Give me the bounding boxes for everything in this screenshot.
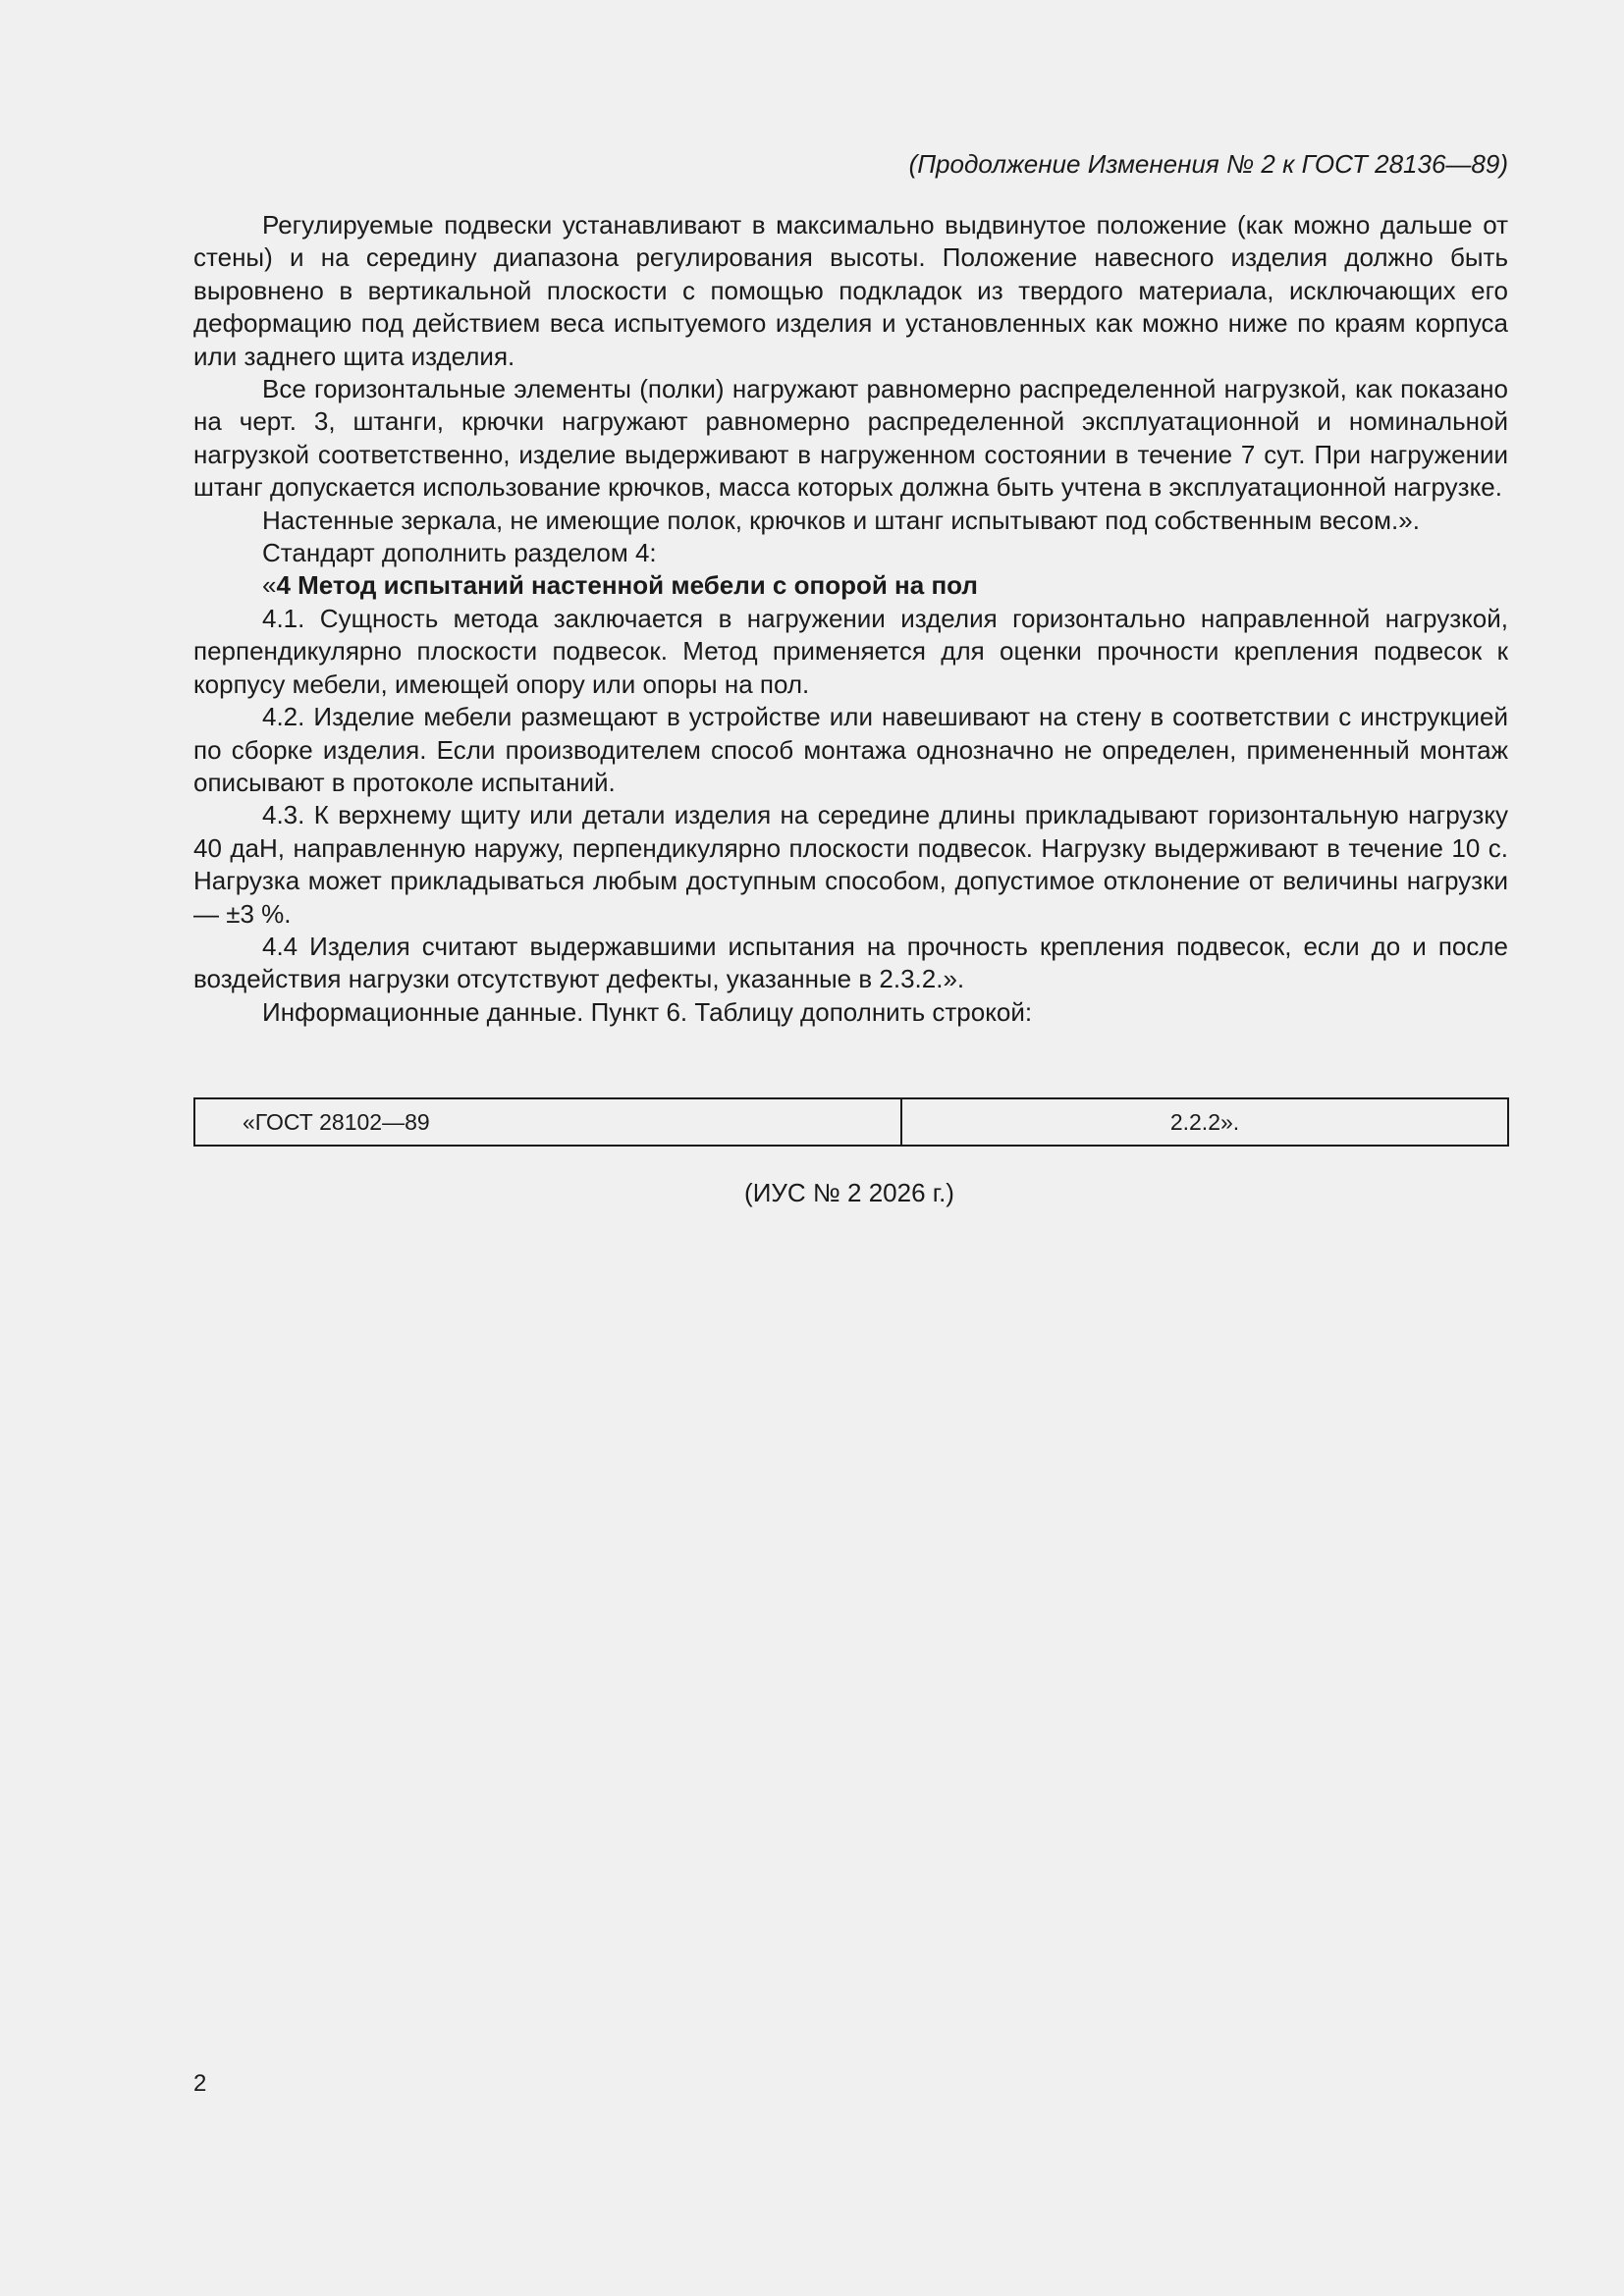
table-cell-standard: «ГОСТ 28102—89 bbox=[194, 1098, 901, 1146]
paragraph-add-section: Стандарт дополнить разделом 4: bbox=[262, 538, 657, 568]
paragraph-horizontal-elements: Все горизонтальные элементы (полки) нагружают равномерно распределенной нагрузкой, как показано на черт. 3, штанги, крючки нагружают равномерно распределенной эксплуатационной и номинальной нагрузкой соответственно, изделие выдерживают в нагруженном состоянии в течение 7 сут. При нагружении штанг допускается использование крючков, масса которых должна быть учтена в эксплуатационной нагрузке. bbox=[193, 374, 1508, 503]
info-line: Информационные данные. Пункт 6. Таблицу дополнить строкой: bbox=[262, 996, 1033, 1027]
page-number: 2 bbox=[193, 2070, 207, 2097]
ius-note: (ИУС № 2 2026 г.) bbox=[744, 1178, 954, 1207]
clause-4-4: 4.4 Изделия считают выдержавшими испытания на прочность крепления подвесок, если до и после воздействия нагрузки отсутствуют дефекты, указанные в 2.3.2.». bbox=[193, 931, 1508, 994]
opening-quote: « bbox=[262, 570, 277, 601]
section-heading bbox=[193, 569, 1508, 602]
clause-4-3: 4.3. К верхнему щиту или детали изделия на середине длины прикладывают горизонтальную нагрузку 40 даН, направленную наружу, перпендикулярно плоскости подвесок. Нагрузку выдерживают в течение 10 с. Нагрузка может прикладываться любым доступным способом, допустимое отклонение от величины нагрузки — ±3 %. bbox=[193, 800, 1508, 929]
reference-table bbox=[193, 1097, 1509, 1147]
clause-4-2: 4.2. Изделие мебели размещают в устройстве или навешивают на стену в соответствии с инструкцией по сборке изделия. Если производителем способ монтажа однозначно не определен, примененный монтаж описывают в протоколе испытаний. bbox=[193, 702, 1508, 797]
document-body bbox=[193, 209, 1508, 1029]
paragraph-mirrors: Настенные зеркала, не имеющие полок, крючков и штанг испытывают под собственным весом.». bbox=[262, 505, 1420, 535]
table-row bbox=[194, 1098, 1508, 1146]
section-title: 4 Метод испытаний настенной мебели с опорой на пол bbox=[276, 570, 978, 601]
paragraph-suspensions: Регулируемые подвески устанавливают в максимально выдвинутое положение (как можно дальше от стены) и на середину диапазона регулирования высоты. Положение навесного изделия должно быть выровнено в вертикальной плоскости с помощью подкладок из твердого материала, исключающих его деформацию под действием веса испытуемого изделия и установленных как можно ниже по краям корпуса или заднего щита изделия. bbox=[193, 210, 1508, 371]
continuation-header: (Продолжение Изменения № 2 к ГОСТ 28136—89) bbox=[908, 149, 1508, 179]
clause-4-1: 4.1. Сущность метода заключается в нагружении изделия горизонтально направленной нагрузкой, перпендикулярно плоскости подвесок. Метод применяется для оценки прочности крепления подвесок к корпусу мебели, имеющей опору или опоры на пол. bbox=[193, 603, 1508, 699]
table-cell-clause: 2.2.2». bbox=[901, 1098, 1508, 1146]
